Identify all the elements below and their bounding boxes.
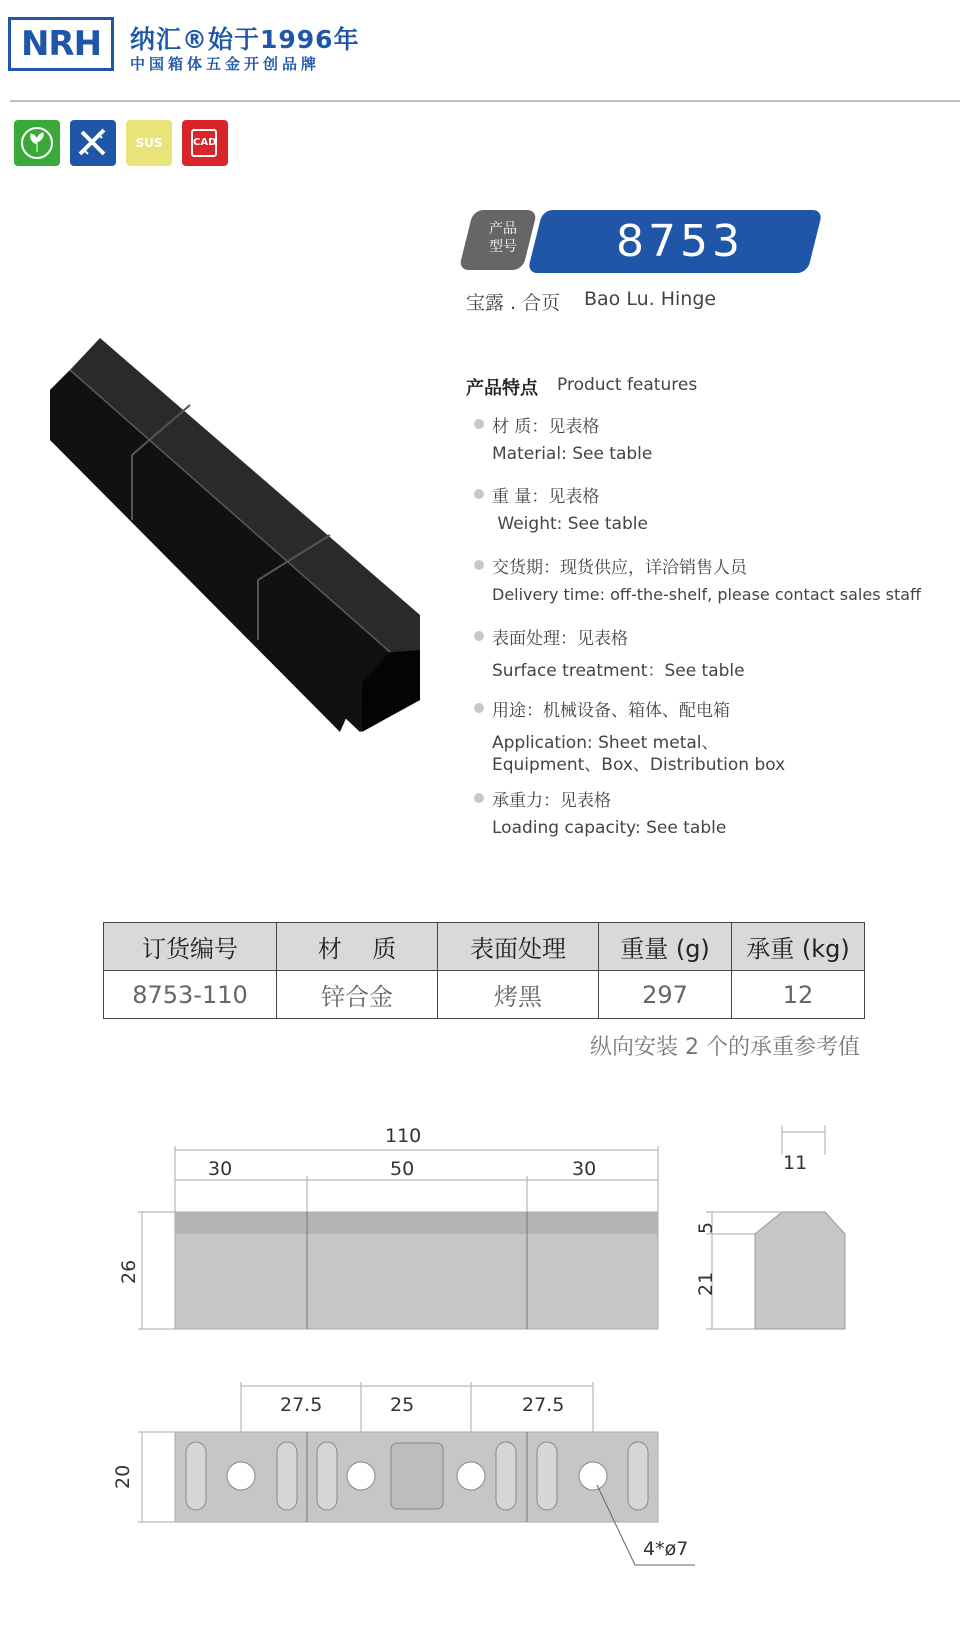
technical-drawing [0,1110,960,1629]
model-tag-line1: 产品 [489,221,517,237]
product-name-en: Bao Lu. Hinge [584,288,717,310]
dim-height: 26 [118,1259,140,1284]
features-title-cn: 产品特点 [466,378,538,399]
feature-application-en: Application: Sheet metal、 [492,733,719,753]
feature-delivery-en: Delivery time: off-the-shelf, please contact sales staff [492,585,922,604]
dim-segment-middle: 50 [390,1158,415,1180]
cad-icon [182,120,228,166]
dim-bottom-height: 20 [112,1464,134,1489]
brand-slogan: 纳汇®始于1996年 [130,25,360,54]
table-cell: 12 [732,971,865,1019]
table-cell: 8753-110 [104,971,277,1019]
feature-material-en: Material: See table [492,444,653,464]
model-tag-line2: 型号 [489,239,517,255]
bullet-dot [474,703,484,713]
dim-side-bottom: 21 [695,1271,717,1296]
table-header-cell: 材 质 [277,923,438,971]
features-title-en: Product features [557,375,698,395]
table-note: 纵向安装 2 个的承重参考值 [590,1035,860,1060]
feature-weight-cn: 重 量：见表格 [492,487,600,507]
table-header-cell: 表面处理 [438,923,599,971]
dim-hole-left: 27.5 [280,1394,323,1416]
dim-total-length: 110 [385,1125,422,1147]
bullet-dot [474,560,484,570]
brand-subtitle: 中国箱体五金开创品牌 [130,55,321,73]
hinge-product-image [40,330,440,760]
dim-hole-right: 27.5 [522,1394,565,1416]
feature-loading-cn: 承重力：见表格 [492,791,611,811]
feature-material-cn: 材 质：见表格 [492,417,600,437]
cad-label: CAD [191,129,217,157]
dim-hole-middle: 25 [390,1394,415,1416]
spec-table [103,922,865,1019]
dim-segment-left: 30 [208,1158,233,1180]
bullet-dot [474,419,484,429]
header-divider [10,100,960,102]
eco-leaf-icon [14,120,60,166]
side-view [706,1125,845,1329]
feature-application-cn: 用途：机械设备、箱体、配电箱 [492,701,730,721]
table-header-cell: 承重 (kg) [732,923,865,971]
bullet-dot [474,489,484,499]
feature-surface-en: Surface treatment：See table [492,661,745,681]
model-tag-label [478,220,528,256]
feature-surface-cn: 表面处理：见表格 [492,629,628,649]
dim-side-top: 5 [695,1221,717,1234]
bottom-view [138,1382,695,1565]
table-header-cell: 重量 (g) [599,923,732,971]
model-number: 8753 [616,216,744,267]
dim-hole-spec: 4*ø7 [643,1538,689,1560]
logo: NRH [8,17,114,71]
bullet-dot [474,631,484,641]
feature-delivery-cn: 交货期：现货供应，详洽销售人员 [492,558,747,578]
feature-loading-en: Loading capacity: See table [492,818,727,838]
sus-icon: SUS [126,120,172,166]
table-header-cell: 订货编号 [104,923,277,971]
table-row [104,971,865,1019]
table-cell: 烤黑 [438,971,599,1019]
bullet-dot [474,793,484,803]
dim-segment-right: 30 [572,1158,597,1180]
tools-icon [70,120,116,166]
table-cell: 297 [599,971,732,1019]
product-name-cn: 宝露 . 合页 [466,292,561,314]
feature-application-en-2: Equipment、Box、Distribution box [492,755,786,775]
dim-side-width: 11 [783,1152,808,1174]
table-cell: 锌合金 [277,971,438,1019]
feature-weight-en: Weight: See table [492,514,648,534]
table-header-row [104,923,865,971]
